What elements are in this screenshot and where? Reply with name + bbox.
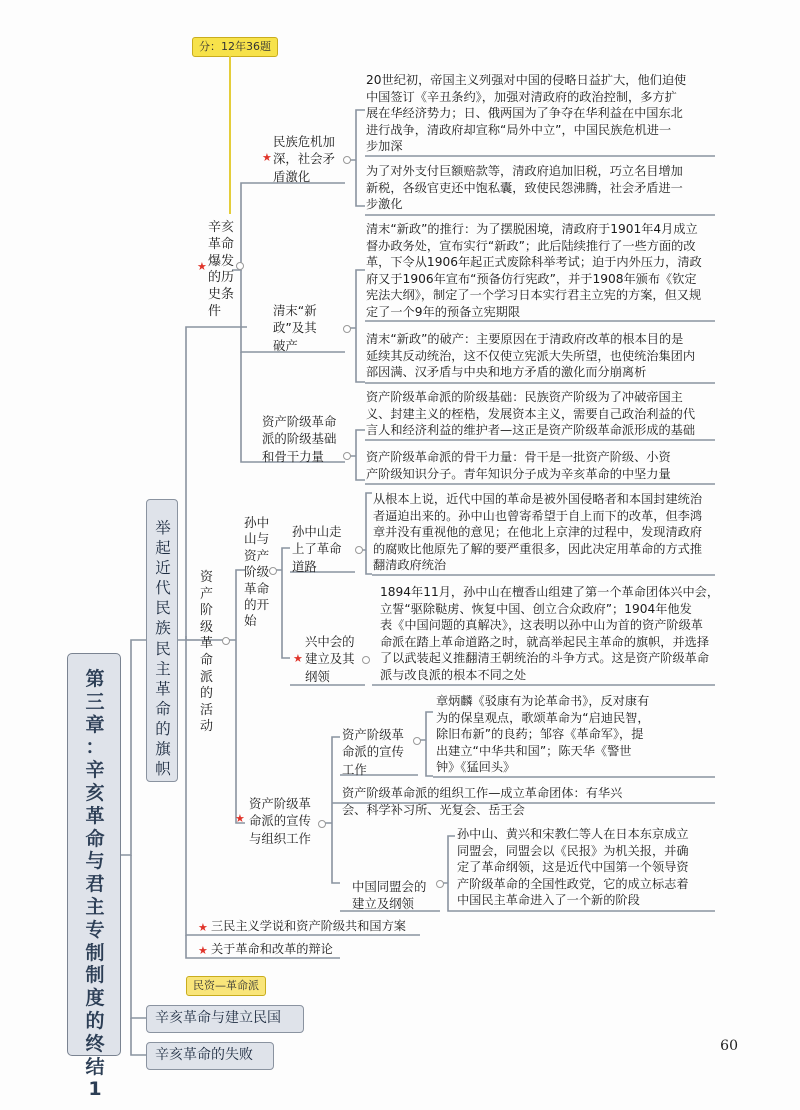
star-icon: ★ bbox=[293, 652, 303, 665]
node-xingzhonghui: 兴中会的 建立及其 纲领 bbox=[305, 634, 355, 684]
collapse-dot-icon bbox=[362, 656, 370, 664]
xingzhonghui-text: 1894年11月，孙中山在檀香山组建了第一个革命团体兴中会， 立誓“驱除鞑虏、恢复中国、创立合众政府”；1904年他发 表《中国问题的真解决》，这表明以孙中山为首的资产阶级革 命派在踏上革命道路之时，就高举起民主革命的旗帜，并选择 了以武装起义推翻清王朝统治的斗争方式。这是资产阶级革命 派与改良派的根本不同之处 bbox=[380, 585, 720, 682]
node-sun-start: 孙中 山与 资产 阶级 革命 的开 始 bbox=[244, 515, 270, 629]
collapse-dot-icon bbox=[343, 452, 351, 460]
collapse-dot-icon bbox=[222, 637, 230, 645]
tag-pointer-line bbox=[229, 56, 231, 214]
crisis-text-2: 为了对外支付巨额赔款等，清政府追加旧税，巧立名目增加 新税，各级官吏还中饱私囊，致使民怨沸腾，社会矛盾进一 步激化 bbox=[366, 164, 683, 211]
collapse-dot-icon bbox=[318, 820, 326, 828]
tag-revolutionary: 民资—革命派 bbox=[186, 976, 266, 996]
collapse-dot-icon bbox=[413, 737, 421, 745]
collapse-dot-icon bbox=[343, 325, 351, 333]
node-raise-flag-label: 举 起 近 代 民 族 民 主 革 命 的 旗 帜 bbox=[155, 519, 171, 779]
newpolicy-text-1: 清末“新政”的推行：为了摆脱困境，清政府于1901年4月成立 督办政务处，宣布实行“新政”；此后陆续推行了一些方面的改 革，下令从1906年起正式废除科举考试；迫于内外压力，清政 府又于1906年宣布“预备仿行宪政”，并于1908年颁布《钦定 宪法大纲》，制定了一个学习日本实行君主立宪的方案，但又规 定了一个9年的预备立宪期限 bbox=[366, 222, 702, 319]
node-raise-flag bbox=[146, 499, 178, 782]
node-xinhai-failure: 辛亥革命的失败 bbox=[146, 1042, 274, 1070]
star-icon: ★ bbox=[198, 944, 208, 957]
node-sun-road: 孙中山走 上了革命 道路 bbox=[292, 524, 342, 574]
collapse-dot-icon bbox=[269, 567, 277, 575]
crisis-text-1: 20世纪初，帝国主义列强对中国的侵略日益扩大，他们迫使 中国签订《辛丑条约》，加强对清政府的政治控制，多方扩 展在华经济势力；日、俄两国为了争夺在华利益在中国东北 进行战争，清政府却宣称“局外中立”，中国民族危机进一 步加深 bbox=[366, 73, 687, 153]
node-crisis: 民族危机加 深，社会矛 盾激化 bbox=[273, 134, 335, 184]
node-new-policy: 清末“新 政”及其 破产 bbox=[273, 303, 317, 353]
basis-text-2: 资产阶级革命派的骨干力量：骨干是一批资产阶级、小资 产阶级知识分子。青年知识分子成为辛亥革命的中坚力量 bbox=[366, 450, 671, 481]
sun-road-text: 从根本上说，近代中国的革命是被外国侵略者和本国封建统治 者逼迫出来的。孙中山也曾寄希望于自上而下的改革，但李鸿 章并没有重视他的意见；在他北上京津的过程中，发现清政府 的腐败比他原先了解的要严重很多，因此决定用革命的方式推 翻清政府统治 bbox=[373, 492, 703, 572]
node-tongmenghui: 中国同盟会的 建立及纲领 bbox=[352, 879, 427, 912]
tag-score-note: 分：12年36题 bbox=[192, 37, 278, 57]
propaganda-text: 章炳麟《驳康有为论革命书》，反对康有 为的保皇观点，歌颂革命为“启迪民智， 除旧布新”的良药；邹容《革命军》，提 出建立“中华共和国”；陈天华《警世 钟》《猛回头》 bbox=[436, 694, 650, 774]
node-xinhai-conditions: 辛亥 革命 爆发 的历 史条 件 bbox=[208, 220, 235, 319]
node-class-basis: 资产阶级革命 派的阶级基础 和骨干力量 bbox=[262, 414, 337, 464]
node-xinhai-and-republic: 辛亥革命与建立民国 bbox=[146, 1005, 304, 1033]
collapse-dot-icon bbox=[436, 880, 444, 888]
collapse-dot-icon bbox=[343, 156, 351, 164]
newpolicy-text-2: 清末“新政”的破产：主要原因在于清政府改革的根本目的是 延续其反动统治，这不仅使立宪派大失所望，也使统治集团内 部因满、汉矛盾与中央和地方矛盾的激化而分崩离析 bbox=[366, 332, 696, 379]
node-three-principles: 三民主义学说和资产阶级共和国方案 bbox=[211, 919, 406, 933]
tongmenghui-text: 孙中山、黄兴和宋教仁等人在日本东京成立 同盟会，同盟会以《民报》为机关报，并确 定了革命纲领，这是近代中国第一个领导资 产阶级革命的全国性政党，它的成立标志着 中国民主革命进入了一个新的阶段 bbox=[457, 827, 689, 907]
collapse-dot-icon bbox=[355, 546, 363, 554]
star-icon: ★ bbox=[197, 260, 207, 273]
root-chapter-node bbox=[67, 653, 121, 1101]
collapse-dot-icon bbox=[236, 262, 244, 270]
star-icon: ★ bbox=[198, 921, 208, 934]
node-bourgeois-activities: 资 产 阶 级 革 命 派 的 活 动 bbox=[200, 570, 214, 735]
node-propaganda-work: 资产阶级革 命派的宣传 工作 bbox=[342, 727, 404, 777]
node-propaganda-org: 资产阶级革 命派的宣传 与组织工作 bbox=[249, 796, 311, 846]
star-icon: ★ bbox=[235, 812, 245, 825]
basis-text-1: 资产阶级革命派的阶级基础：民族资产阶级为了冲破帝国主 义、封建主义的桎梏，发展资本主义，需要自己政治利益的代 言人和经济利益的维护者—这正是资产阶级革命派形成的基础 bbox=[366, 390, 696, 437]
org-work-text: 资产阶级革命派的组织工作—成立革命团体：有华兴 会、科学补习所、光复会、岳王会 bbox=[342, 786, 623, 817]
page-number: 60 bbox=[720, 1038, 738, 1054]
root-chapter-label: 第 三 章 ： 辛 亥 革 命 与 君 主 专 制 制 度 的 终 结 1 bbox=[85, 668, 105, 1101]
node-debate: 关于革命和改革的辩论 bbox=[211, 942, 333, 956]
star-icon: ★ bbox=[262, 151, 272, 164]
